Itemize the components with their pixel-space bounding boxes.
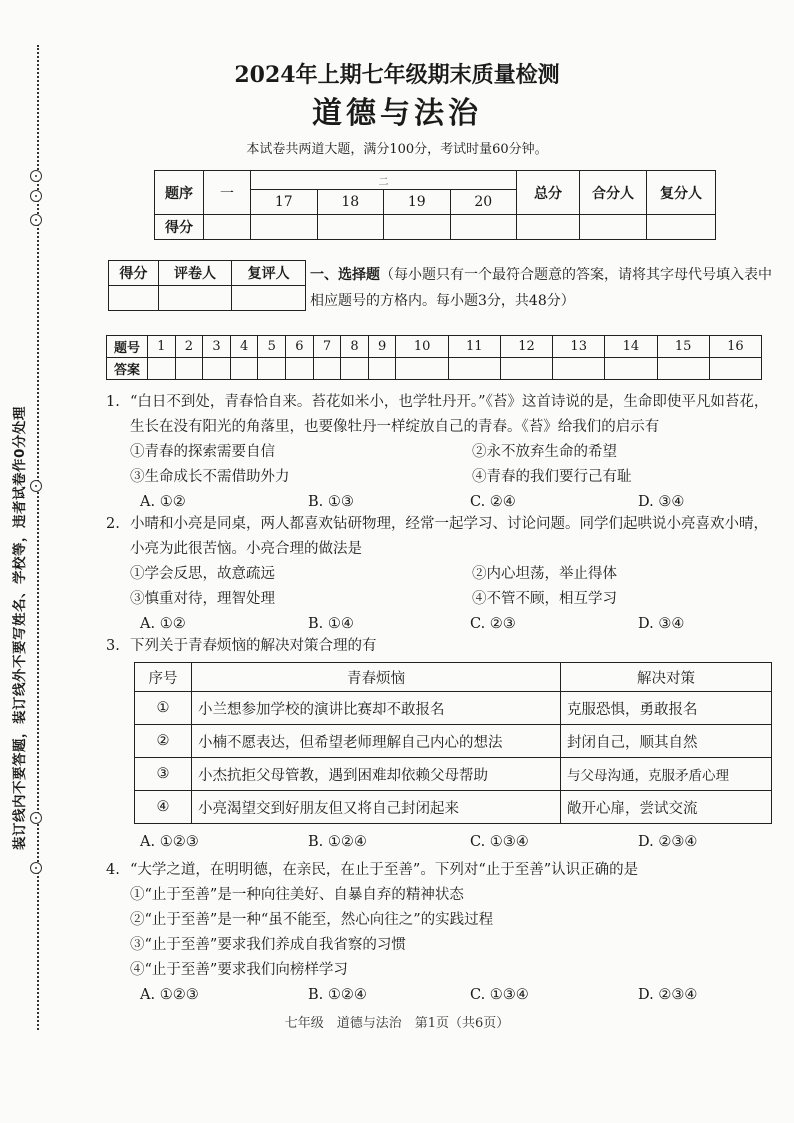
- answer-table-number: 14: [605, 336, 657, 358]
- answer-choices: [140, 983, 776, 1008]
- choice-c[interactable]: C. ②④: [470, 494, 516, 510]
- answer-table-number: 6: [286, 336, 314, 358]
- question-number: 3.: [106, 638, 120, 654]
- worry-table-cell: ②: [135, 725, 192, 758]
- choice-b[interactable]: B. ①③: [308, 494, 354, 510]
- score-table-sub-col: 17: [251, 190, 318, 215]
- exam-title: 2024年上期七年级期末质量检测: [234, 62, 560, 88]
- question-number: 1.: [106, 394, 120, 410]
- answer-cell[interactable]: [500, 358, 552, 380]
- question-number: 2.: [106, 516, 120, 532]
- binding-hole-icon: [30, 812, 42, 824]
- choice-a[interactable]: A. ①②③: [140, 834, 199, 850]
- score-cell[interactable]: [251, 215, 318, 240]
- worry-table-cell: 敞开心扉，尝试交流: [561, 791, 772, 824]
- score-cell[interactable]: [384, 215, 451, 240]
- grader-rechecker-label: 复评人: [232, 261, 306, 286]
- binding-hole-icon: [30, 480, 42, 492]
- score-cell[interactable]: [317, 215, 384, 240]
- worry-table: [134, 662, 772, 824]
- question-4: [106, 858, 776, 1008]
- question-options: [130, 562, 776, 587]
- answer-cell[interactable]: [175, 358, 203, 380]
- answer-cell[interactable]: [368, 358, 396, 380]
- answer-table-label: 题号: [107, 336, 148, 358]
- answer-cell[interactable]: [396, 358, 448, 380]
- question-option: ①“止于至善”是一种向往美好、自暴自弃的精神状态: [130, 887, 464, 903]
- worry-table-cell: ①: [135, 692, 192, 725]
- score-cell[interactable]: [204, 215, 251, 240]
- answer-cell[interactable]: [258, 358, 286, 380]
- score-table-label: 题序: [155, 171, 204, 215]
- question-stem: “白日不到处，青春恰自来。苔花如米小，也学牡丹开。”《苔》这首诗说的是，生命即使平凡如苔花，生长在没有阳光的角落里，也要像牡丹一样绽放自己的青春。《苔》给我们的启示有: [130, 394, 769, 435]
- question-2: [106, 512, 776, 637]
- question-number: 4.: [106, 862, 120, 878]
- score-cell[interactable]: [450, 215, 517, 240]
- worry-table-cell: 克服恐惧，勇敢报名: [561, 692, 772, 725]
- answer-table-number: 15: [657, 336, 709, 358]
- score-table-combiner: 合分人: [580, 171, 647, 215]
- answer-table-number: 4: [230, 336, 258, 358]
- grader-score-label: 得分: [109, 261, 159, 286]
- worry-table-cell: 与父母沟通，克服矛盾心理: [561, 758, 772, 791]
- page-footer: 七年级 道德与法治 第1页（共6页）: [284, 1016, 510, 1031]
- choice-a[interactable]: A. ①②: [140, 616, 186, 632]
- score-table-sub-col: 19: [384, 190, 451, 215]
- binding-hole-icon: [30, 190, 42, 202]
- score-table: [154, 170, 716, 240]
- answer-table-number: 11: [448, 336, 500, 358]
- answer-cell[interactable]: [709, 358, 761, 380]
- answer-cell[interactable]: [148, 358, 176, 380]
- answer-cell[interactable]: [553, 358, 605, 380]
- answer-table-number: 9: [368, 336, 396, 358]
- worry-table-cell: ③: [135, 758, 192, 791]
- answer-cell[interactable]: [286, 358, 314, 380]
- subject-title: 道德与法治: [312, 96, 482, 131]
- answer-table-number: 13: [553, 336, 605, 358]
- choice-c[interactable]: C. ①③④: [470, 834, 529, 850]
- question-3: [106, 634, 776, 659]
- answer-table-answer-label: 答案: [107, 358, 148, 380]
- choice-d[interactable]: D. ③④: [638, 616, 685, 632]
- worry-table-cell: 小楠不愿表达，但希望老师理解自己内心的想法: [192, 725, 561, 758]
- score-table-rechecker: 复分人: [647, 171, 716, 215]
- score-table-sub-col: 18: [317, 190, 384, 215]
- answer-cell[interactable]: [605, 358, 657, 380]
- answer-table-number: 8: [341, 336, 369, 358]
- grader-cell[interactable]: [158, 286, 232, 311]
- answer-table-number: 5: [258, 336, 286, 358]
- score-cell[interactable]: [517, 215, 580, 240]
- answer-cell[interactable]: [203, 358, 231, 380]
- question-option: ③慎重对待，理智处理: [130, 591, 275, 607]
- worry-table-header: 解决对策: [561, 663, 772, 692]
- worry-table-cell: 小亮渴望交到好朋友但又将自己封闭起来: [192, 791, 561, 824]
- score-table-col-one: 一: [204, 171, 251, 215]
- worry-table-header: 序号: [135, 663, 192, 692]
- binding-warning-text: 装订线内不要答题，装订线外不要写姓名、学校等，违者试卷作0分处理: [12, 406, 28, 850]
- choice-d[interactable]: D. ②③④: [638, 834, 698, 850]
- choice-b[interactable]: B. ①④: [308, 616, 354, 632]
- question-option: ②内心坦荡，举止得体: [472, 566, 617, 582]
- answer-choices: [140, 830, 776, 855]
- score-table-total: 总分: [517, 171, 580, 215]
- choice-a[interactable]: A. ①②: [140, 494, 186, 510]
- question-option: ①青春的探索需要自信: [130, 444, 275, 460]
- question-3-choices: [106, 830, 776, 855]
- choice-d[interactable]: D. ②③④: [638, 987, 698, 1003]
- answer-table-number: 10: [396, 336, 448, 358]
- choice-b[interactable]: B. ①②④: [308, 987, 367, 1003]
- choice-c[interactable]: C. ②③: [470, 616, 516, 632]
- question-stem: 下列关于青春烦恼的解决对策合理的有: [130, 638, 377, 654]
- question-1: [106, 390, 776, 515]
- worry-table-cell: 小兰想参加学校的演讲比赛却不敢报名: [192, 692, 561, 725]
- grader-cell[interactable]: [109, 286, 159, 311]
- section-one-heading: [310, 262, 780, 314]
- answer-table-number: 16: [709, 336, 761, 358]
- score-table-score-label: 得分: [155, 215, 204, 240]
- answer-table-number: 12: [500, 336, 552, 358]
- question-option: ②“止于至善”是一种“虽不能至，然心向往之”的实践过程: [130, 912, 494, 928]
- question-option: ④“止于至善”要求我们向榜样学习: [130, 962, 348, 978]
- question-options: [130, 587, 776, 612]
- question-options: [130, 440, 776, 465]
- question-options: [130, 465, 776, 490]
- section-one-description: （每小题只有一个最符合题意的答案，请将其字母代号填入表中相应题号的方格内。每小题3分，共48分）: [310, 267, 772, 309]
- question-option: ②永不放弃生命的希望: [472, 444, 617, 460]
- exam-instructions: 本试卷共两道大题，满分100分，考试时量60分钟。: [246, 142, 548, 157]
- binding-hole-icon: [30, 170, 42, 182]
- answer-table: [106, 335, 762, 380]
- choice-d[interactable]: D. ③④: [638, 494, 685, 510]
- choice-c[interactable]: C. ①③④: [470, 987, 529, 1003]
- answer-cell[interactable]: [657, 358, 709, 380]
- question-stem: “大学之道，在明明德，在亲民，在止于至善”。下列对“止于至善”认识正确的是: [130, 862, 639, 878]
- answer-cell[interactable]: [230, 358, 258, 380]
- grader-label: 评卷人: [158, 261, 232, 286]
- grader-cell[interactable]: [232, 286, 306, 311]
- question-option: ③“止于至善”要求我们养成自我省察的习惯: [130, 937, 406, 953]
- question-option: ④青春的我们要行己有耻: [472, 469, 632, 485]
- question-option: ③生命成长不需借助外力: [130, 469, 290, 485]
- answer-table-number: 2: [175, 336, 203, 358]
- binding-hole-icon: [30, 862, 42, 874]
- worry-table-cell: ④: [135, 791, 192, 824]
- score-table-sub-col: 20: [450, 190, 517, 215]
- question-option: ④不管不顾，相互学习: [472, 591, 617, 607]
- question-option: ①学会反思，故意疏远: [130, 566, 275, 582]
- answer-table-number: 7: [313, 336, 341, 358]
- question-stem: 小晴和小亮是同桌，两人都喜欢钻研物理，经常一起学习、讨论问题。同学们起哄说小亮喜欢小晴，小亮为此很苦恼。小亮合理的做法是: [130, 516, 768, 557]
- worry-table-cell: 封闭自己，顺其自然: [561, 725, 772, 758]
- choice-b[interactable]: B. ①②④: [308, 834, 367, 850]
- score-table-col-two: 二: [251, 171, 517, 190]
- worry-table-cell: 小杰抗拒父母管教，遇到困难却依赖父母帮助: [192, 758, 561, 791]
- binding-hole-icon: [30, 214, 42, 226]
- answer-cell[interactable]: [313, 358, 341, 380]
- grader-table: [108, 260, 306, 311]
- answer-cell[interactable]: [341, 358, 369, 380]
- score-cell[interactable]: [580, 215, 647, 240]
- choice-a[interactable]: A. ①②③: [140, 987, 199, 1003]
- score-cell[interactable]: [647, 215, 716, 240]
- answer-table-number: 3: [203, 336, 231, 358]
- worry-table-header: 青春烦恼: [192, 663, 561, 692]
- answer-table-number: 1: [148, 336, 176, 358]
- answer-cell[interactable]: [448, 358, 500, 380]
- section-one-title: 一、选择题: [310, 267, 380, 283]
